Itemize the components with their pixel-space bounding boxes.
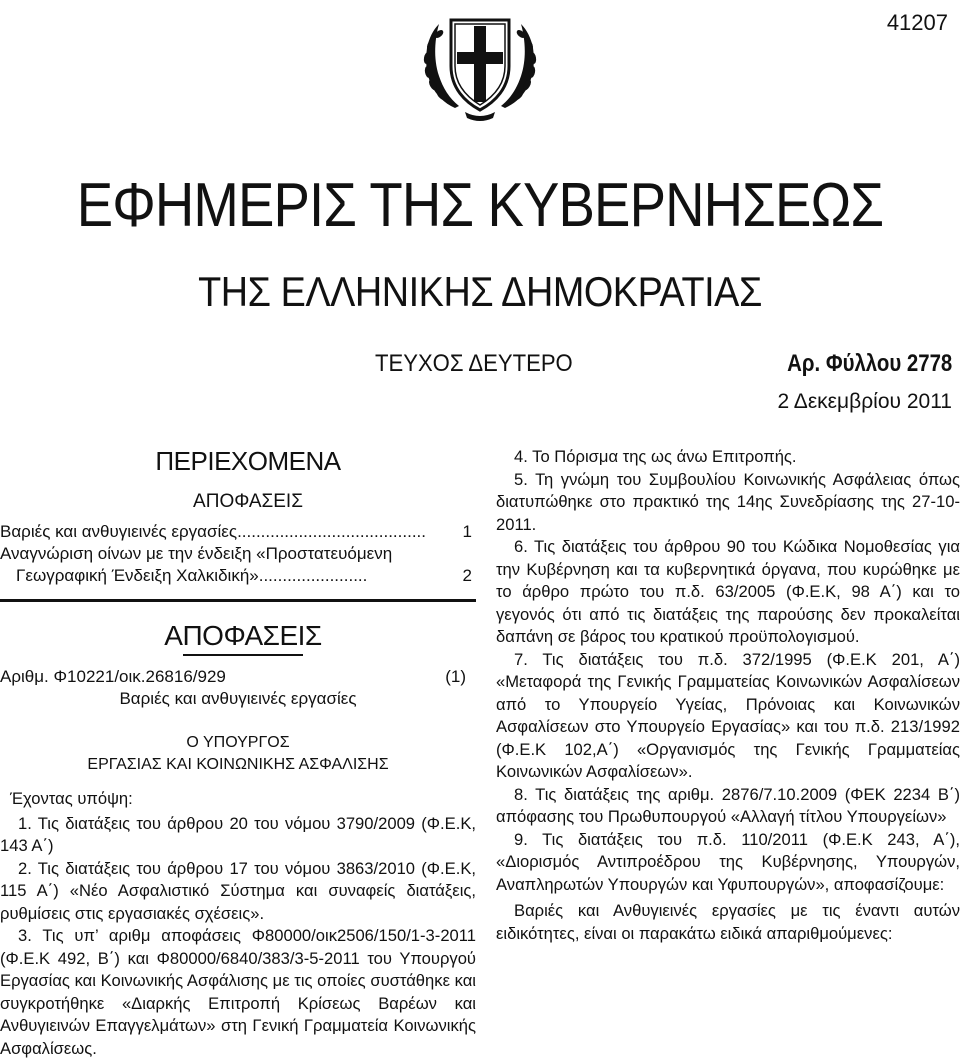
section-divider (0, 599, 476, 602)
paragraph-8: 8. Τις διατάξεις της αριθμ. 2876/7.10.2009 (ΦΕΚ 2234 Β΄) απόφασης του Πρωθυπουργού «Αλλαγή τίτλου Υπουργείων» (496, 784, 960, 826)
heading-underline (183, 654, 303, 656)
decision-reference (0, 666, 476, 688)
paragraph-1: 1. Τις διατάξεις του άρθρου 20 του νόμου 3790/2009 (Φ.Ε.Κ, 143 Α΄) (0, 813, 476, 855)
minister-line1: Ο ΥΠΟΥΡΓΟΣ (186, 734, 290, 751)
toc-entry-page: 2 (462, 566, 472, 585)
paragraph-2: 2. Τις διατάξεις του άρθρου 17 του νόμου 3863/2010 (Φ.Ε.Κ, 115 Α΄) «Νέο Ασφαλιστικό Σύστημα και συναφείς διατάξεις, ρυθμίσεις στις εργασιακές σχέσεις». (0, 858, 476, 923)
issue-series: ΤΕΥΧΟΣ ΔΕΥΤΕΡΟ (375, 350, 573, 377)
coat-of-arms-emblem (415, 8, 545, 124)
paragraph-9: 9. Τις διατάξεις του π.δ. 110/2011 (Φ.Ε.Κ 243, Α΄), «Διορισμός Αντιπροέδρου της Κυβέρνησης, Υπουργών, Αναπληρωτών Υπουργών και Υφυπουργών», αποφασίζουμε: (496, 829, 960, 894)
paragraph-4: 4. Το Πόρισμα της ως άνω Επιτροπής. (514, 447, 797, 466)
sheet-number: Αρ. Φύλλου 2778 (786, 350, 952, 377)
toc-entry[interactable] (0, 543, 476, 587)
contents-section-heading: ΑΠΟΦΑΣΕΙΣ (193, 491, 303, 512)
paragraph-conclusion: Βαριές και Ανθυγιεινές εργασίες με τις έναντι αυτών ειδικότητες, είναι οι παρακάτω ειδικά απαριθμούμενες: (496, 901, 960, 943)
left-column (0, 446, 476, 1060)
toc-entry-text-line1: Αναγνώριση οίνων με την ένδειξη «Προστατευόμενη (0, 544, 393, 563)
paragraph-7: 7. Τις διατάξεις του π.δ. 372/1995 (Φ.Ε.Κ 201, Α΄) «Μεταφορά της Γενικής Γραμματείας Κοινωνικών Ασφαλίσεων από το Υπουργείο Υγείας, Πρόνοιας και Κοινωνικών Ασφαλίσεων στο Υπουργείο Εργασίας» και του π.δ. 213/1992 (Φ.Ε.Κ 102,Α΄) «Οργανισμός της Γενικής Γραμματείας Κοινωνικών Ασφαλίσεων». (496, 649, 960, 781)
minister-line2: ΕΡΓΑΣΙΑΣ ΚΑΙ ΚΟΙΝΩΝΙΚΗΣ ΑΣΦΑΛΙΣΗΣ (87, 756, 389, 773)
gazette-subtitle: ΤΗΣ ΕΛΛΗΝΙΚΗΣ ΔΗΜΟΚΡΑΤΙΑΣ (198, 268, 762, 315)
page-number: 41207 (886, 10, 948, 35)
gazette-title: ΕΦΗΜΕΡΙΣ ΤΗΣ ΚΥΒΕΡΝΗΣΕΩΣ (76, 171, 884, 240)
paragraph-5: 5. Τη γνώμη του Συμβουλίου Κοινωνικής Ασφάλειας όπως διατυπώθηκε στο πρακτικό της 14ης Συνεδρίασης της 27-10-2011. (496, 469, 960, 534)
toc-entry-text: Βαριές και ανθυγιεινές εργασίες (0, 522, 238, 541)
paragraph-3: 3. Τις υπ’ αριθμ αποφάσεις Φ80000/οικ2506/150/1-3-2011 (Φ.Ε.Κ 492, Β΄) και Φ80000/6840/383/3-5-2011 του Υπουργού Εργασίας και Κοινωνικής Ασφάλισης με τις οποίες συστάθηκε και συγκροτήθηκε «Διαρκής Επιτροπή Κρίσεως Βαρέων και Ανθυγιεινών Επαγγελμάτων» στη Γενική Γραμματεία Κοινωνικής Ασφαλίσεως. (0, 926, 476, 1058)
considering-label: Έχοντας υπόψη: (10, 789, 133, 808)
toc-entry[interactable] (0, 521, 476, 543)
decision-title: Βαριές και ανθυγιεινές εργασίες (119, 689, 357, 708)
paragraph-6: 6. Τις διατάξεις του άρθρου 90 του Κώδικα Νομοθεσίας για την Κυβέρνηση και τα κυβερνητικά όργανα, που κυρώθηκε με το άρθρο πρώτο του π.δ. 63/2005 (Φ.Ε.Κ, 98 Α΄) και το γεγονός ότι από τις διατάξεις της παρούσης δεν προκαλείται δαπάνη σε βάρος του κρατικού προϋπολογισμού. (496, 537, 960, 646)
issue-date: 2 Δεκεμβρίου 2011 (777, 390, 952, 413)
toc-entry-text: Γεωγραφική Ένδειξη Χαλκιδική» (16, 566, 259, 585)
decision-ref-index: (1) (445, 667, 466, 686)
contents-heading: ΠΕΡΙΕΧΟΜΕΝΑ (155, 446, 341, 476)
right-column (496, 446, 960, 945)
decisions-heading: ΑΠΟΦΑΣΕΙΣ (164, 620, 322, 651)
toc-entry-dots: ........................................ (237, 522, 426, 541)
toc-entry-page: 1 (462, 522, 472, 541)
decision-ref-number: Αριθμ. Φ10221/οικ.26816/929 (0, 667, 226, 686)
toc-entry-dots: ....................... (258, 566, 368, 585)
